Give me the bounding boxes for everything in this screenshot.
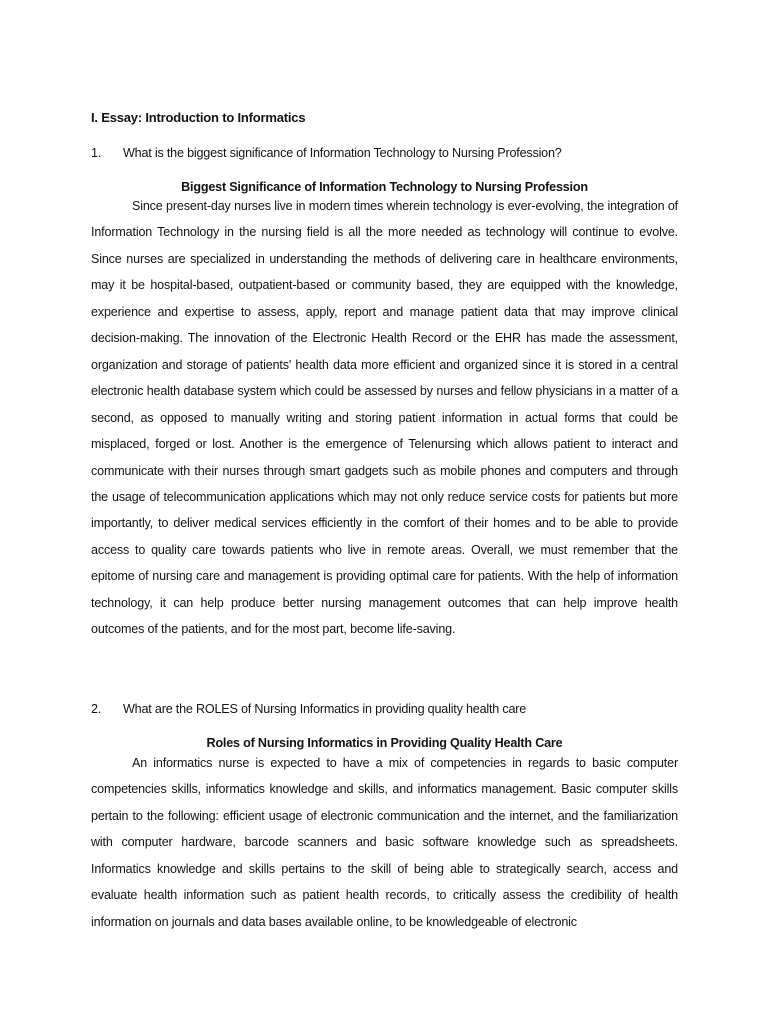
answer-paragraph-2: An informatics nurse is expected to have a mix of competencies in regards to basic computer competencies skills, informatics knowledge and skills, and informatics management. Basic computer skills pertain to the following: efficient usage of electronic communication and the internet, and the familiarization with computer hardware, barcode scanners and basic software knowledge such as spreadsheets. Informatics knowledge and skills pertains to the skill of being able to strategically search, access and evaluate health information such as patient health records, to critically assess the credibility of health information on journals and data bases available online, to be knowledgeable of electronic	[91, 756, 678, 929]
answer-title-2: Roles of Nursing Informatics in Providing Quality Health Care	[206, 736, 563, 750]
question-text: What are the ROLES of Nursing Informatics in providing quality health care	[123, 702, 527, 716]
answer-title-1: Biggest Significance of Information Technology to Nursing Profession	[181, 180, 588, 194]
question-2	[91, 702, 526, 716]
answer-paragraph-1: Since present-day nurses live in modern times wherein technology is ever-evolving, the integration of Information Technology in the nursing field is all the more needed as technology will continue to evolve. Since nurses are specialized in understanding the methods of delivering care in healthcare environments, may it be hospital-based, outpatient-based or community based, they are equipped with the knowledge, experience and expertise to assess, apply, report and manage patient data that may improve clinical decision-making. The innovation of the Electronic Health Record or the EHR has made the assessment, organization and storage of patients' health data more efficient and organized since it is stored in a central electronic health database system which could be assessed by nurses and fellow physicians in a matter of a second, as opposed to manually writing and storing patient information in actual forms that could be misplaced, forged or lost. Another is the emergence of Telenursing which allows patient to interact and communicate with their nurses through smart gadgets such as mobile phones and computers and through the usage of telecommunication applications which may not only reduce service costs for patients but more importantly, to deliver medical services efficiently in the comfort of their homes and to be able to provide access to quality care towards patients who live in remote areas. Overall, we must remember that the epitome of nursing care and management is providing optimal care for patients. With the help of information technology, it can help produce better nursing management outcomes that can help improve health outcomes of the patients, and for the most part, become life-saving.	[91, 199, 678, 637]
question-text: What is the biggest significance of Information Technology to Nursing Profession?	[123, 146, 562, 160]
question-number: 2.	[91, 702, 102, 716]
question-1	[91, 146, 562, 160]
question-number: 1.	[91, 146, 102, 160]
section-heading: I. Essay: Introduction to Informatics	[91, 110, 306, 125]
